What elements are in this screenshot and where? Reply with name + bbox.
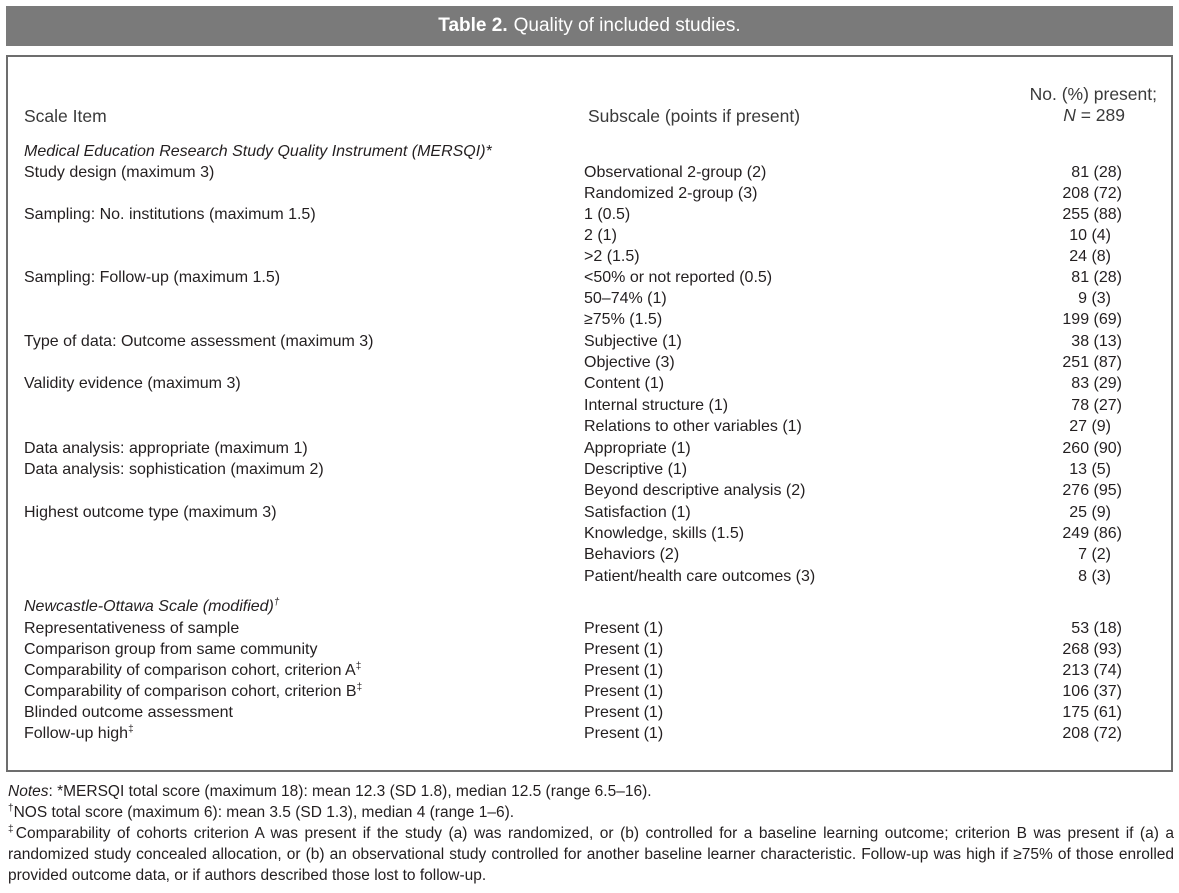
- footnote-mark: ‡: [355, 661, 362, 672]
- scale-item-text: Comparability of comparison cohort, criterion B: [24, 683, 357, 700]
- subscale-cell: <50% or not reported (0.5): [584, 269, 773, 286]
- table-row: [8, 639, 1171, 660]
- scale-item-text: Comparison group from same community: [24, 641, 318, 658]
- header-scale-item: Scale Item: [24, 106, 107, 126]
- quality-table: [6, 55, 1173, 772]
- scale-item-text: Validity evidence (maximum 3): [24, 375, 241, 392]
- scale-item-cell: [24, 618, 239, 639]
- subscale-cell: Beyond descriptive analysis (2): [584, 482, 806, 499]
- note-2-mark: †: [8, 803, 14, 814]
- table-row: [8, 502, 1171, 523]
- scale-item-text: Study design (maximum 3): [24, 164, 215, 181]
- scale-item-cell: [24, 681, 362, 702]
- table-row: [8, 544, 1171, 565]
- scale-item-text: Sampling: No. institutions (maximum 1.5): [24, 206, 316, 223]
- scale-item-cell: [24, 723, 134, 744]
- present-count-cell: 24 (8): [1069, 248, 1111, 265]
- note-2-text: NOS total score (maximum 6): mean 3.5 (SD 1.3), median 4 (range 1–6).: [13, 804, 515, 821]
- header-n-value: = 289: [1075, 105, 1125, 125]
- subscale-cell: Present (1): [584, 641, 664, 658]
- section-title: [24, 596, 279, 617]
- table-row: [8, 723, 1171, 744]
- table-row: [8, 523, 1171, 544]
- table-row: [8, 183, 1171, 204]
- table-row: [8, 566, 1171, 587]
- table-row: [8, 352, 1171, 373]
- table-title: [6, 6, 1173, 46]
- scale-item-text: Data analysis: sophistication (maximum 2): [24, 461, 324, 478]
- table-row: [8, 416, 1171, 437]
- scale-item-text: Sampling: Follow-up (maximum 1.5): [24, 269, 281, 286]
- subscale-cell: ≥75% (1.5): [584, 311, 663, 328]
- subscale-cell: Present (1): [584, 662, 664, 679]
- present-count-cell: 276 (95): [1062, 482, 1122, 499]
- present-count-cell: 10 (4): [1069, 227, 1111, 244]
- subscale-cell: Randomized 2-group (3): [584, 185, 758, 202]
- subscale-cell: Appropriate (1): [584, 440, 691, 457]
- subscale-cell: 1 (0.5): [584, 206, 631, 223]
- scale-item-text: Comparability of comparison cohort, criterion A: [24, 662, 356, 679]
- section-title: [24, 141, 492, 162]
- notes-label: Notes: [8, 783, 49, 800]
- scale-item-text: Type of data: Outcome assessment (maximum 3): [24, 333, 374, 350]
- table-row: [8, 660, 1171, 681]
- present-count-cell: 27 (9): [1069, 418, 1111, 435]
- present-count-cell: 175 (61): [1062, 704, 1122, 721]
- present-count-cell: 106 (37): [1062, 683, 1122, 700]
- table-title-text: Quality of included studies.: [513, 15, 741, 36]
- subscale-cell: Descriptive (1): [584, 461, 688, 478]
- table-row: [8, 288, 1171, 309]
- subscale-cell: Satisfaction (1): [584, 504, 691, 521]
- header-present: [1030, 84, 1157, 126]
- table-row: [8, 331, 1171, 352]
- present-count-cell: 53 (18): [1071, 620, 1122, 637]
- note-3-text: Comparability of cohorts criterion A was present if the study (a) was randomized, or (b) controlled for a baseline learning outcome; criterion B was present if (a) a randomized study concealed allocation, or (b) an observational study controlled for another baseline learner characteristic. Follow-up was high if ≥75% of those enrolled provided outcome data, or if authors described those lost to follow-up.: [8, 825, 1174, 884]
- scale-item-text: Blinded outcome assessment: [24, 704, 233, 721]
- footnote-mark: †: [273, 597, 280, 608]
- subscale-cell: Present (1): [584, 620, 664, 637]
- present-count-cell: 8 (3): [1078, 568, 1111, 585]
- present-count-cell: 83 (29): [1071, 375, 1122, 392]
- scale-item-text: Newcastle-Ottawa Scale (modified): [24, 598, 274, 615]
- table-row: [8, 309, 1171, 330]
- table-notes: [8, 781, 1174, 886]
- subscale-cell: Observational 2-group (2): [584, 164, 767, 181]
- table-row: [8, 246, 1171, 267]
- scale-item-text: Representativeness of sample: [24, 620, 240, 637]
- subscale-cell: Knowledge, skills (1.5): [584, 525, 745, 542]
- table-row: [8, 702, 1171, 723]
- subscale-cell: Internal structure (1): [584, 397, 729, 414]
- scale-item-text: Follow-up high: [24, 725, 129, 742]
- subscale-cell: Present (1): [584, 725, 664, 742]
- present-count-cell: 81 (28): [1071, 164, 1122, 181]
- subscale-cell: Subjective (1): [584, 333, 682, 350]
- subscale-cell: Objective (3): [584, 354, 675, 371]
- scale-item-cell: [24, 162, 214, 183]
- table-title-label: Table 2.: [438, 15, 508, 36]
- scale-item-cell: [24, 502, 277, 523]
- note-3-mark: ‡: [8, 824, 16, 835]
- footnote-mark: ‡: [356, 682, 363, 693]
- present-count-cell: 255 (88): [1062, 206, 1122, 223]
- note-2: [8, 802, 1174, 823]
- table-row: [8, 459, 1171, 480]
- present-count-cell: 78 (27): [1071, 397, 1122, 414]
- table-row: [8, 162, 1171, 183]
- scale-item-cell: [24, 702, 233, 723]
- present-count-cell: 251 (87): [1062, 354, 1122, 371]
- subscale-cell: Behaviors (2): [584, 546, 680, 563]
- scale-item-text: Highest outcome type (maximum 3): [24, 504, 277, 521]
- subscale-cell: 50–74% (1): [584, 290, 667, 307]
- present-count-cell: 7 (2): [1078, 546, 1111, 563]
- scale-item-cell: [24, 204, 316, 225]
- table-row: [8, 373, 1171, 394]
- present-count-cell: 9 (3): [1078, 290, 1111, 307]
- present-count-cell: 38 (13): [1071, 333, 1122, 350]
- present-count-cell: 268 (93): [1062, 641, 1122, 658]
- header-n-symbol: N: [1063, 105, 1076, 125]
- present-count-cell: 249 (86): [1062, 525, 1122, 542]
- header-present-line2: [1030, 105, 1157, 126]
- header-subscale: Subscale (points if present): [588, 106, 801, 126]
- scale-item-cell: [24, 459, 324, 480]
- table-row: [8, 681, 1171, 702]
- present-count-cell: 208 (72): [1062, 185, 1122, 202]
- note-1: [8, 781, 1174, 802]
- table-row: [8, 618, 1171, 639]
- scale-item-cell: [24, 267, 280, 288]
- section-header-row: [8, 596, 1171, 617]
- subscale-cell: Patient/health care outcomes (3): [584, 568, 816, 585]
- scale-item-cell: [24, 438, 308, 459]
- present-count-cell: 213 (74): [1062, 662, 1122, 679]
- table-row: [8, 438, 1171, 459]
- table-row: [8, 204, 1171, 225]
- table-row: [8, 480, 1171, 501]
- scale-item-cell: [24, 639, 317, 660]
- subscale-cell: 2 (1): [584, 227, 617, 244]
- present-count-cell: 81 (28): [1071, 269, 1122, 286]
- note-3: [8, 823, 1174, 886]
- scale-item-text: Data analysis: appropriate (maximum 1): [24, 440, 308, 457]
- scale-item-cell: [24, 331, 373, 352]
- subscale-cell: Present (1): [584, 704, 664, 721]
- footnote-mark: ‡: [128, 724, 134, 735]
- table-row: [8, 267, 1171, 288]
- present-count-cell: 199 (69): [1062, 311, 1122, 328]
- present-count-cell: 260 (90): [1062, 440, 1122, 457]
- table-row: [8, 395, 1171, 416]
- scale-item-cell: [24, 373, 241, 394]
- present-count-cell: 25 (9): [1069, 504, 1111, 521]
- subscale-cell: >2 (1.5): [584, 248, 640, 265]
- subscale-cell: Relations to other variables (1): [584, 418, 802, 435]
- table-row: [8, 225, 1171, 246]
- note-1-text: : *MERSQI total score (maximum 18): mean 12.3 (SD 1.8), median 12.5 (range 6.5–16).: [48, 783, 652, 800]
- scale-item-text: Medical Education Research Study Quality Instrument (MERSQI)*: [24, 143, 492, 160]
- present-count-cell: 208 (72): [1062, 725, 1122, 742]
- subscale-cell: Present (1): [584, 683, 664, 700]
- scale-item-cell: [24, 660, 361, 681]
- section-header-row: [8, 141, 1171, 162]
- header-present-line1: No. (%) present;: [1029, 84, 1157, 104]
- subscale-cell: Content (1): [584, 375, 665, 392]
- present-count-cell: 13 (5): [1069, 461, 1111, 478]
